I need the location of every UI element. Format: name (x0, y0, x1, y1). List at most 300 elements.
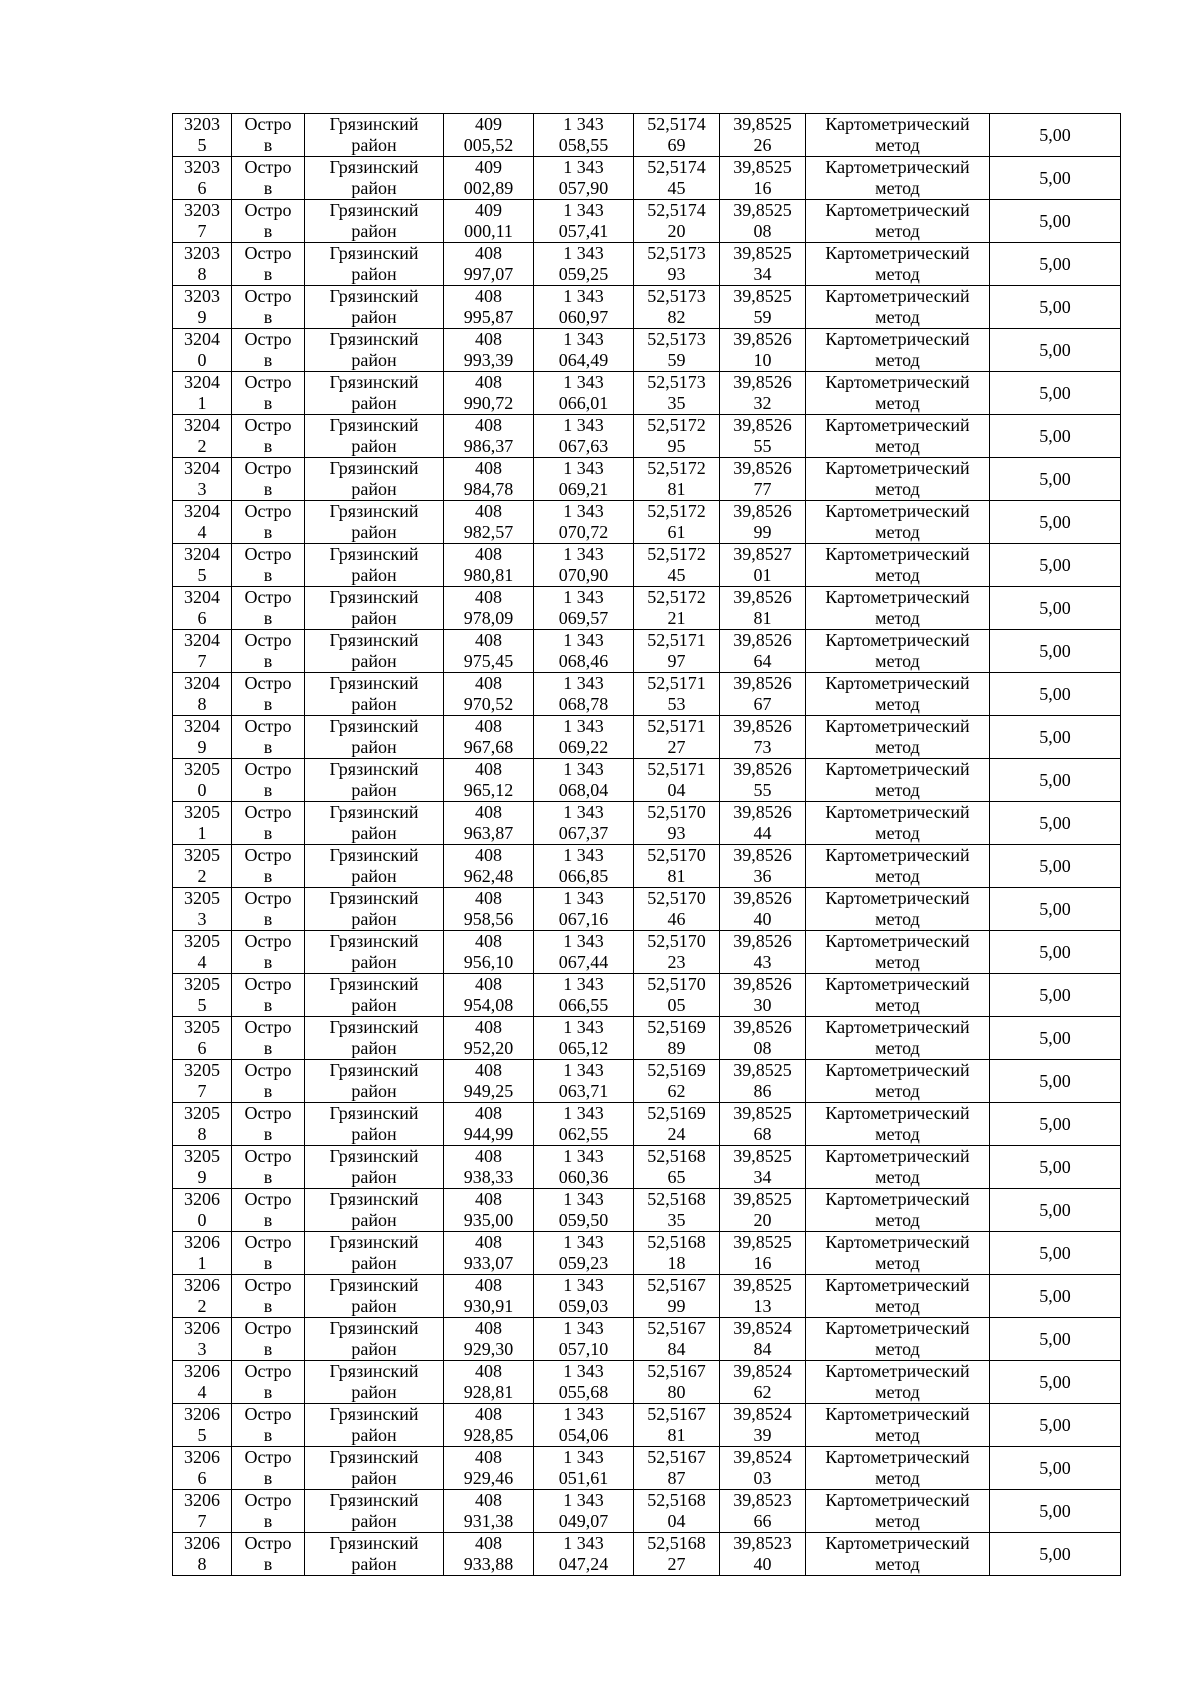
method-cell (806, 286, 990, 329)
x-coordinate-cell (444, 931, 534, 974)
method-line: Картометрический (825, 114, 970, 134)
longitude-line: 44 (753, 823, 772, 843)
x-coordinate-line: 005,52 (463, 135, 514, 155)
latitude-line: 93 (667, 264, 686, 284)
longitude-cell (720, 888, 806, 931)
longitude-line: 08 (753, 1038, 772, 1058)
y-coordinate-cell (534, 200, 634, 243)
longitude-line: 30 (753, 995, 772, 1015)
district-cell (305, 1490, 444, 1533)
y-coordinate-line: 1 343 (563, 200, 604, 220)
y-coordinate-line: 057,90 (558, 178, 609, 198)
district-line: район (351, 952, 397, 972)
method-line: Картометрический (825, 1404, 970, 1424)
district-line: Грязинский (329, 544, 419, 564)
x-coordinate-line: 409 (475, 114, 502, 134)
object-type-line: в (263, 178, 273, 198)
method-cell (806, 415, 990, 458)
latitude-cell (634, 1361, 720, 1404)
district-line: Грязинский (329, 802, 419, 822)
accuracy-cell: 5,00 (990, 1361, 1121, 1404)
table-row (173, 1146, 1121, 1189)
x-coordinate-line: 408 (475, 286, 502, 306)
y-coordinate-line: 1 343 (563, 1533, 604, 1553)
point-number-cell (173, 931, 232, 974)
point-number-line: 7 (197, 1081, 207, 1101)
x-coordinate-line: 408 (475, 1146, 502, 1166)
y-coordinate-line: 070,90 (558, 565, 609, 585)
table-row (173, 415, 1121, 458)
longitude-line: 39,8524 (733, 1447, 792, 1467)
table-row (173, 630, 1121, 673)
method-cell (806, 974, 990, 1017)
point-number-cell (173, 673, 232, 716)
method-cell (806, 1490, 990, 1533)
object-type-line: Остро (244, 1060, 292, 1080)
latitude-cell (634, 630, 720, 673)
x-coordinate-line: 408 (475, 716, 502, 736)
x-coordinate-line: 408 (475, 243, 502, 263)
point-number-line: 7 (197, 221, 207, 241)
point-number-line: 5 (197, 565, 207, 585)
longitude-line: 39,8526 (733, 458, 792, 478)
x-coordinate-cell (444, 544, 534, 587)
longitude-line: 03 (753, 1468, 772, 1488)
method-cell (806, 372, 990, 415)
x-coordinate-line: 408 (475, 1318, 502, 1338)
latitude-cell (634, 1533, 720, 1576)
longitude-line: 39,8524 (733, 1361, 792, 1381)
y-coordinate-line: 069,21 (558, 479, 609, 499)
latitude-line: 45 (667, 565, 686, 585)
longitude-line: 10 (753, 350, 772, 370)
latitude-line: 52,5172 (647, 501, 706, 521)
x-coordinate-cell (444, 1533, 534, 1576)
point-number-line: 3205 (184, 974, 220, 994)
latitude-cell (634, 1404, 720, 1447)
point-number-cell (173, 372, 232, 415)
district-line: район (351, 608, 397, 628)
object-type-line: в (263, 350, 273, 370)
y-coordinate-line: 1 343 (563, 1447, 604, 1467)
point-number-cell (173, 243, 232, 286)
latitude-line: 52,5172 (647, 544, 706, 564)
latitude-line: 45 (667, 178, 686, 198)
object-type-cell (232, 974, 305, 1017)
latitude-cell (634, 587, 720, 630)
object-type-line: Остро (244, 200, 292, 220)
point-number-line: 3204 (184, 587, 220, 607)
y-coordinate-line: 047,24 (558, 1554, 609, 1574)
longitude-line: 39,8527 (733, 544, 792, 564)
point-number-line: 9 (197, 1167, 207, 1187)
latitude-cell (634, 1447, 720, 1490)
object-type-line: в (263, 436, 273, 456)
point-number-cell (173, 1189, 232, 1232)
object-type-cell (232, 1361, 305, 1404)
object-type-line: в (263, 479, 273, 499)
longitude-cell (720, 630, 806, 673)
latitude-cell (634, 1275, 720, 1318)
y-coordinate-cell (534, 716, 634, 759)
method-line: Картометрический (825, 501, 970, 521)
point-number-line: 3206 (184, 1404, 220, 1424)
x-coordinate-line: 408 (475, 372, 502, 392)
y-coordinate-cell (534, 1318, 634, 1361)
method-line: метод (875, 393, 920, 413)
accuracy-cell: 5,00 (990, 1146, 1121, 1189)
object-type-line: в (263, 1511, 273, 1531)
latitude-cell (634, 802, 720, 845)
district-line: Грязинский (329, 286, 419, 306)
longitude-line: 43 (753, 952, 772, 972)
method-line: метод (875, 995, 920, 1015)
district-line: Грязинский (329, 888, 419, 908)
longitude-line: 39,8526 (733, 888, 792, 908)
latitude-line: 52,5172 (647, 415, 706, 435)
x-coordinate-line: 935,00 (463, 1210, 514, 1230)
point-number-cell (173, 1232, 232, 1275)
district-cell (305, 888, 444, 931)
object-type-line: в (263, 1038, 273, 1058)
point-number-line: 3204 (184, 501, 220, 521)
y-coordinate-cell (534, 587, 634, 630)
x-coordinate-line: 944,99 (463, 1124, 514, 1144)
accuracy-cell: 5,00 (990, 1103, 1121, 1146)
y-coordinate-cell (534, 630, 634, 673)
district-line: район (351, 307, 397, 327)
district-line: район (351, 221, 397, 241)
x-coordinate-cell (444, 1017, 534, 1060)
object-type-line: Остро (244, 587, 292, 607)
accuracy-cell: 5,00 (990, 501, 1121, 544)
longitude-line: 39,8525 (733, 200, 792, 220)
object-type-line: в (263, 651, 273, 671)
point-number-line: 3206 (184, 1318, 220, 1338)
table-row (173, 1361, 1121, 1404)
longitude-line: 39,8526 (733, 1017, 792, 1037)
method-line: Картометрический (825, 587, 970, 607)
district-line: Грязинский (329, 1275, 419, 1295)
y-coordinate-line: 067,16 (558, 909, 609, 929)
table-row (173, 802, 1121, 845)
point-number-cell (173, 286, 232, 329)
object-type-line: Остро (244, 372, 292, 392)
latitude-line: 18 (667, 1253, 686, 1273)
x-coordinate-line: 949,25 (463, 1081, 514, 1101)
x-coordinate-line: 928,81 (463, 1382, 514, 1402)
x-coordinate-line: 408 (475, 931, 502, 951)
object-type-cell (232, 587, 305, 630)
accuracy-cell: 5,00 (990, 114, 1121, 157)
longitude-cell (720, 243, 806, 286)
object-type-line: в (263, 1554, 273, 1574)
x-coordinate-line: 408 (475, 1361, 502, 1381)
y-coordinate-line: 060,97 (558, 307, 609, 327)
y-coordinate-line: 060,36 (558, 1167, 609, 1187)
method-line: метод (875, 1253, 920, 1273)
method-cell (806, 243, 990, 286)
object-type-cell (232, 286, 305, 329)
point-number-cell (173, 1146, 232, 1189)
latitude-cell (634, 372, 720, 415)
point-number-cell (173, 1318, 232, 1361)
coordinates-table (172, 113, 1121, 1576)
table-row (173, 1017, 1121, 1060)
object-type-cell (232, 802, 305, 845)
y-coordinate-line: 067,44 (558, 952, 609, 972)
object-type-line: в (263, 780, 273, 800)
object-type-cell (232, 931, 305, 974)
method-cell (806, 1361, 990, 1404)
point-number-line: 3204 (184, 415, 220, 435)
x-coordinate-line: 408 (475, 845, 502, 865)
point-number-cell (173, 802, 232, 845)
district-cell (305, 1060, 444, 1103)
y-coordinate-cell (534, 759, 634, 802)
district-cell (305, 802, 444, 845)
y-coordinate-line: 1 343 (563, 243, 604, 263)
point-number-line: 3203 (184, 286, 220, 306)
x-coordinate-line: 408 (475, 1103, 502, 1123)
point-number-cell (173, 458, 232, 501)
point-number-line: 1 (197, 1253, 207, 1273)
y-coordinate-line: 057,41 (558, 221, 609, 241)
object-type-line: Остро (244, 1146, 292, 1166)
method-cell (806, 673, 990, 716)
table-row (173, 1275, 1121, 1318)
y-coordinate-line: 1 343 (563, 1232, 604, 1252)
longitude-cell (720, 1533, 806, 1576)
point-number-cell (173, 974, 232, 1017)
method-line: Картометрический (825, 1447, 970, 1467)
district-line: район (351, 178, 397, 198)
point-number-cell (173, 1490, 232, 1533)
object-type-line: в (263, 264, 273, 284)
accuracy-cell: 5,00 (990, 673, 1121, 716)
object-type-line: Остро (244, 1404, 292, 1424)
method-cell (806, 1103, 990, 1146)
method-line: Картометрический (825, 1146, 970, 1166)
point-number-line: 3203 (184, 114, 220, 134)
y-coordinate-line: 066,85 (558, 866, 609, 886)
point-number-line: 4 (197, 1382, 207, 1402)
y-coordinate-line: 1 343 (563, 415, 604, 435)
y-coordinate-line: 1 343 (563, 372, 604, 392)
point-number-line: 1 (197, 393, 207, 413)
x-coordinate-cell (444, 1447, 534, 1490)
point-number-line: 3203 (184, 200, 220, 220)
district-line: Грязинский (329, 630, 419, 650)
point-number-line: 4 (197, 522, 207, 542)
object-type-cell (232, 243, 305, 286)
accuracy-cell: 5,00 (990, 1060, 1121, 1103)
object-type-cell (232, 888, 305, 931)
district-line: Грязинский (329, 974, 419, 994)
method-line: Картометрический (825, 329, 970, 349)
point-number-line: 3205 (184, 845, 220, 865)
district-line: Грязинский (329, 1146, 419, 1166)
accuracy-cell: 5,00 (990, 157, 1121, 200)
x-coordinate-line: 933,07 (463, 1253, 514, 1273)
object-type-cell (232, 1060, 305, 1103)
object-type-line: в (263, 1468, 273, 1488)
longitude-line: 39,8526 (733, 716, 792, 736)
x-coordinate-line: 933,88 (463, 1554, 514, 1574)
x-coordinate-cell (444, 1318, 534, 1361)
x-coordinate-line: 408 (475, 1232, 502, 1252)
y-coordinate-cell (534, 329, 634, 372)
y-coordinate-line: 1 343 (563, 888, 604, 908)
district-line: Грязинский (329, 458, 419, 478)
y-coordinate-line: 057,10 (558, 1339, 609, 1359)
point-number-cell (173, 1275, 232, 1318)
district-line: район (351, 264, 397, 284)
latitude-line: 52,5170 (647, 931, 706, 951)
latitude-line: 52,5169 (647, 1103, 706, 1123)
object-type-line: в (263, 823, 273, 843)
object-type-line: в (263, 1167, 273, 1187)
y-coordinate-line: 1 343 (563, 458, 604, 478)
district-line: район (351, 522, 397, 542)
method-line: метод (875, 608, 920, 628)
object-type-line: Остро (244, 157, 292, 177)
point-number-line: 7 (197, 651, 207, 671)
method-line: метод (875, 866, 920, 886)
x-coordinate-cell (444, 1275, 534, 1318)
y-coordinate-line: 1 343 (563, 329, 604, 349)
district-cell (305, 114, 444, 157)
point-number-cell (173, 1060, 232, 1103)
method-line: метод (875, 522, 920, 542)
accuracy-cell: 5,00 (990, 200, 1121, 243)
x-coordinate-cell (444, 1404, 534, 1447)
point-number-line: 3204 (184, 630, 220, 650)
method-line: метод (875, 436, 920, 456)
latitude-cell (634, 1017, 720, 1060)
y-coordinate-cell (534, 1404, 634, 1447)
object-type-cell (232, 200, 305, 243)
object-type-line: в (263, 995, 273, 1015)
method-line: метод (875, 1468, 920, 1488)
district-cell (305, 200, 444, 243)
y-coordinate-line: 1 343 (563, 1361, 604, 1381)
y-coordinate-line: 1 343 (563, 1146, 604, 1166)
y-coordinate-cell (534, 1232, 634, 1275)
latitude-line: 52,5168 (647, 1490, 706, 1510)
district-line: Грязинский (329, 1447, 419, 1467)
district-cell (305, 1275, 444, 1318)
object-type-line: в (263, 1339, 273, 1359)
x-coordinate-line: 967,68 (463, 737, 514, 757)
point-number-line: 9 (197, 737, 207, 757)
object-type-line: Остро (244, 673, 292, 693)
object-type-line: Остро (244, 931, 292, 951)
y-coordinate-cell (534, 888, 634, 931)
method-line: Картометрический (825, 1275, 970, 1295)
district-line: Грязинский (329, 372, 419, 392)
latitude-line: 82 (667, 307, 686, 327)
district-line: район (351, 1468, 397, 1488)
point-number-cell (173, 114, 232, 157)
longitude-line: 39,8525 (733, 286, 792, 306)
y-coordinate-line: 067,37 (558, 823, 609, 843)
district-cell (305, 1232, 444, 1275)
y-coordinate-line: 1 343 (563, 114, 604, 134)
latitude-line: 62 (667, 1081, 686, 1101)
method-line: Картометрический (825, 888, 970, 908)
accuracy-cell: 5,00 (990, 1189, 1121, 1232)
district-line: район (351, 1124, 397, 1144)
y-coordinate-cell (534, 114, 634, 157)
y-coordinate-line: 1 343 (563, 501, 604, 521)
district-cell (305, 1103, 444, 1146)
latitude-line: 35 (667, 1210, 686, 1230)
latitude-line: 46 (667, 909, 686, 929)
point-number-line: 3205 (184, 931, 220, 951)
longitude-line: 39,8526 (733, 845, 792, 865)
longitude-line: 62 (753, 1382, 772, 1402)
latitude-line: 21 (667, 608, 686, 628)
point-number-cell (173, 1103, 232, 1146)
x-coordinate-line: 408 (475, 1060, 502, 1080)
point-number-line: 3206 (184, 1275, 220, 1295)
district-line: район (351, 1210, 397, 1230)
point-number-cell (173, 1533, 232, 1576)
method-line: метод (875, 135, 920, 155)
object-type-line: Остро (244, 1447, 292, 1467)
latitude-line: 52,5171 (647, 673, 706, 693)
district-line: Грязинский (329, 716, 419, 736)
object-type-line: Остро (244, 716, 292, 736)
latitude-cell (634, 1490, 720, 1533)
object-type-cell (232, 716, 305, 759)
method-cell (806, 329, 990, 372)
x-coordinate-line: 962,48 (463, 866, 514, 886)
method-line: метод (875, 1339, 920, 1359)
object-type-line: в (263, 393, 273, 413)
latitude-line: 52,5168 (647, 1189, 706, 1209)
longitude-line: 39,8526 (733, 415, 792, 435)
method-cell (806, 845, 990, 888)
object-type-line: Остро (244, 243, 292, 263)
y-coordinate-line: 1 343 (563, 1017, 604, 1037)
point-number-cell (173, 415, 232, 458)
object-type-line: в (263, 522, 273, 542)
longitude-line: 81 (753, 608, 772, 628)
longitude-line: 39,8526 (733, 329, 792, 349)
method-cell (806, 1533, 990, 1576)
latitude-line: 52,5170 (647, 845, 706, 865)
table-row (173, 200, 1121, 243)
latitude-line: 52,5172 (647, 458, 706, 478)
x-coordinate-line: 954,08 (463, 995, 514, 1015)
point-number-line: 3203 (184, 157, 220, 177)
method-line: Картометрический (825, 458, 970, 478)
method-line: метод (875, 565, 920, 585)
longitude-cell (720, 286, 806, 329)
longitude-line: 86 (753, 1081, 772, 1101)
district-line: Грязинский (329, 1533, 419, 1553)
y-coordinate-cell (534, 673, 634, 716)
y-coordinate-line: 069,22 (558, 737, 609, 757)
method-cell (806, 1146, 990, 1189)
method-line: метод (875, 1425, 920, 1445)
method-line: Картометрический (825, 1060, 970, 1080)
point-number-line: 3206 (184, 1447, 220, 1467)
object-type-line: Остро (244, 630, 292, 650)
point-number-cell (173, 587, 232, 630)
